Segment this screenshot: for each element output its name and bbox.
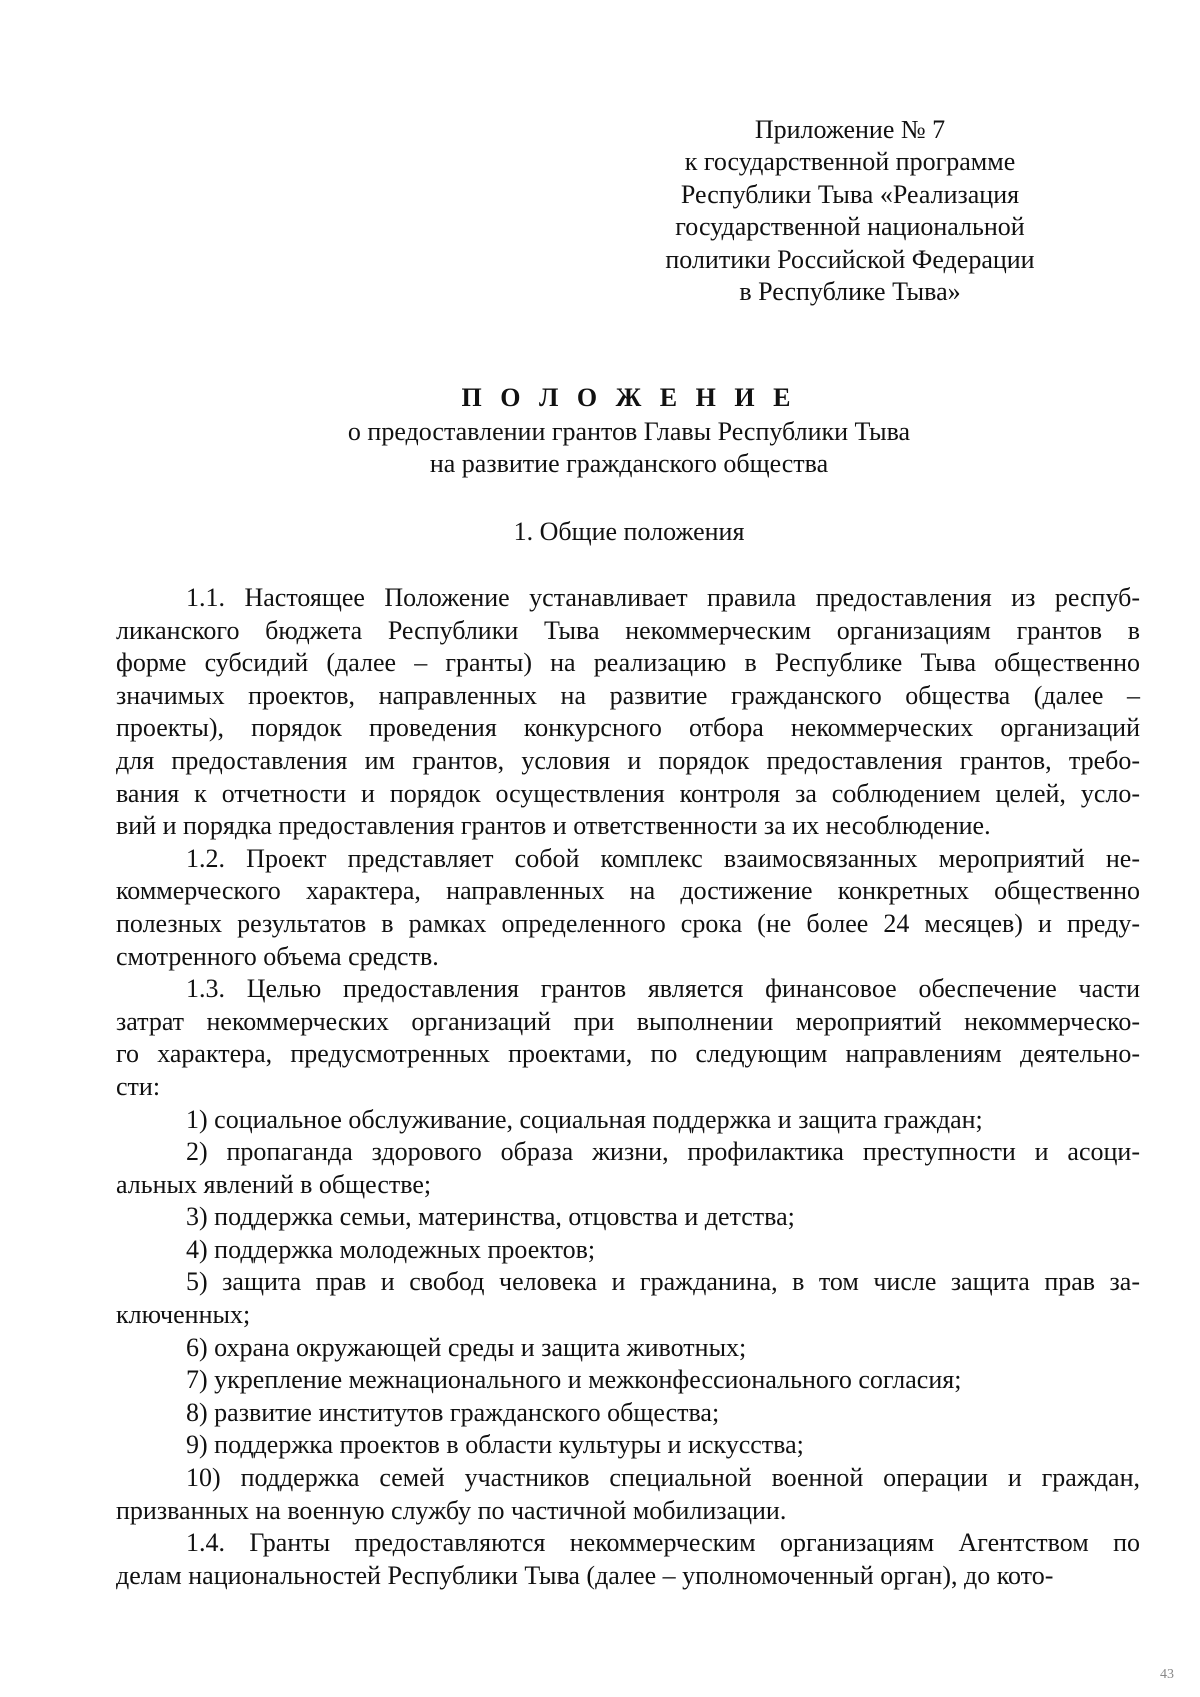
text-line: для предоставления им грантов, условия и порядок предоставления грантов, требо- <box>116 745 1140 775</box>
text-line: 1.1. Настоящее Положение устанавливает правила предоставления из респуб- <box>186 583 1140 612</box>
document-body <box>116 582 1140 1592</box>
text-line: значимых проектов, направленных на развитие гражданского общества (далее – <box>116 680 1140 710</box>
list-item <box>116 1201 1140 1234</box>
text-line: ключенных; <box>116 1300 251 1330</box>
text-line: затрат некоммерческих организаций при выполнении мероприятий некоммерческо- <box>116 1006 1140 1036</box>
text-line: 7) укрепление межнационального и межконфессионального согласия; <box>186 1365 962 1395</box>
text-line: 9) поддержка проектов в области культуры и искусства; <box>186 1430 804 1460</box>
text-line: форме субсидий (далее – гранты) на реализацию в Республике Тыва общественно <box>116 648 1140 678</box>
appendix-block <box>600 114 1100 308</box>
title-block <box>0 382 1200 480</box>
appendix-line: политики Российской Федерации <box>665 244 1035 274</box>
document-title: П О Л О Ж Е Н И Е <box>461 383 797 412</box>
text-line: проекты), порядок проведения конкурсного отбора некоммерческих организаций <box>116 713 1140 743</box>
text-line: 6) охрана окружающей среды и защита животных; <box>186 1332 747 1362</box>
list-item <box>116 1364 1140 1397</box>
text-line: 4) поддержка молодежных проектов; <box>186 1234 596 1264</box>
list-item <box>116 1104 1140 1137</box>
appendix-line: к государственной программе <box>684 147 1016 177</box>
text-line: смотренного объема средств. <box>116 941 439 971</box>
list-item <box>116 1136 1140 1201</box>
text-line: полезных результатов в рамках определенного срока (не более 24 месяцев) и преду- <box>116 908 1140 938</box>
list-item <box>116 1397 1140 1430</box>
text-line: го характера, предусмотренных проектами, по следующим направлениям деятельно- <box>116 1039 1140 1069</box>
text-line: коммерческого характера, направленных на достижение конкретных общественно <box>116 876 1140 906</box>
appendix-line: в Республике Тыва» <box>739 277 961 307</box>
text-line: 1.2. Проект представляет собой комплекс взаимосвязанных мероприятий не- <box>186 843 1140 873</box>
text-line: 3) поддержка семьи, материнства, отцовства и детства; <box>186 1202 795 1232</box>
text-line: 1.4. Гранты предоставляются некоммерческим организациям Агентством по <box>186 1528 1140 1558</box>
text-line: вания к отчетности и порядок осуществления контроля за соблюдением целей, усло- <box>116 778 1140 808</box>
text-line: ликанского бюджета Республики Тыва некоммерческим организациям грантов в <box>116 615 1140 645</box>
list-item <box>116 1462 1140 1527</box>
paragraph <box>116 1527 1140 1592</box>
text-line: сти: <box>116 1071 161 1101</box>
appendix-line: государственной национальной <box>675 212 1025 242</box>
list-item <box>116 1266 1140 1331</box>
paragraph <box>116 582 1140 843</box>
list-item <box>116 1429 1140 1462</box>
text-line: 5) защита прав и свобод человека и гражданина, в том числе защита прав за- <box>186 1267 1140 1297</box>
text-line: альных явлений в обществе; <box>116 1169 432 1199</box>
list-item <box>116 1332 1140 1365</box>
text-line: призванных на военную службу по частичной мобилизации. <box>116 1495 787 1525</box>
document-subtitle-line: о предоставлении грантов Главы Республики Тыва <box>347 417 911 446</box>
paragraph <box>116 843 1140 973</box>
text-line: 1.3. Целью предоставления грантов является финансовое обеспечение части <box>186 974 1140 1004</box>
list-item <box>116 1234 1140 1267</box>
section-heading: 1. Общие положения <box>513 517 745 546</box>
text-line: 8) развитие институтов гражданского общества; <box>186 1397 720 1427</box>
text-line: 1) социальное обслуживание, социальная поддержка и защита граждан; <box>186 1104 983 1134</box>
page-mark: 43 <box>1160 1667 1174 1682</box>
appendix-line: Приложение № 7 <box>754 115 946 144</box>
text-line: 10) поддержка семей участников специальной военной операции и граждан, <box>186 1463 1140 1493</box>
text-line: вий и порядка предоставления грантов и ответственности за их несоблюдение. <box>116 811 991 841</box>
document-subtitle-line: на развитие гражданского общества <box>429 449 829 478</box>
text-line: 2) пропаганда здорового образа жизни, профилактика преступности и асоци- <box>186 1137 1140 1167</box>
appendix-line: Республики Тыва «Реализация <box>680 179 1020 209</box>
paragraph <box>116 973 1140 1103</box>
text-line: делам национальностей Республики Тыва (далее – уполномоченный орган), до кото- <box>116 1560 1054 1590</box>
